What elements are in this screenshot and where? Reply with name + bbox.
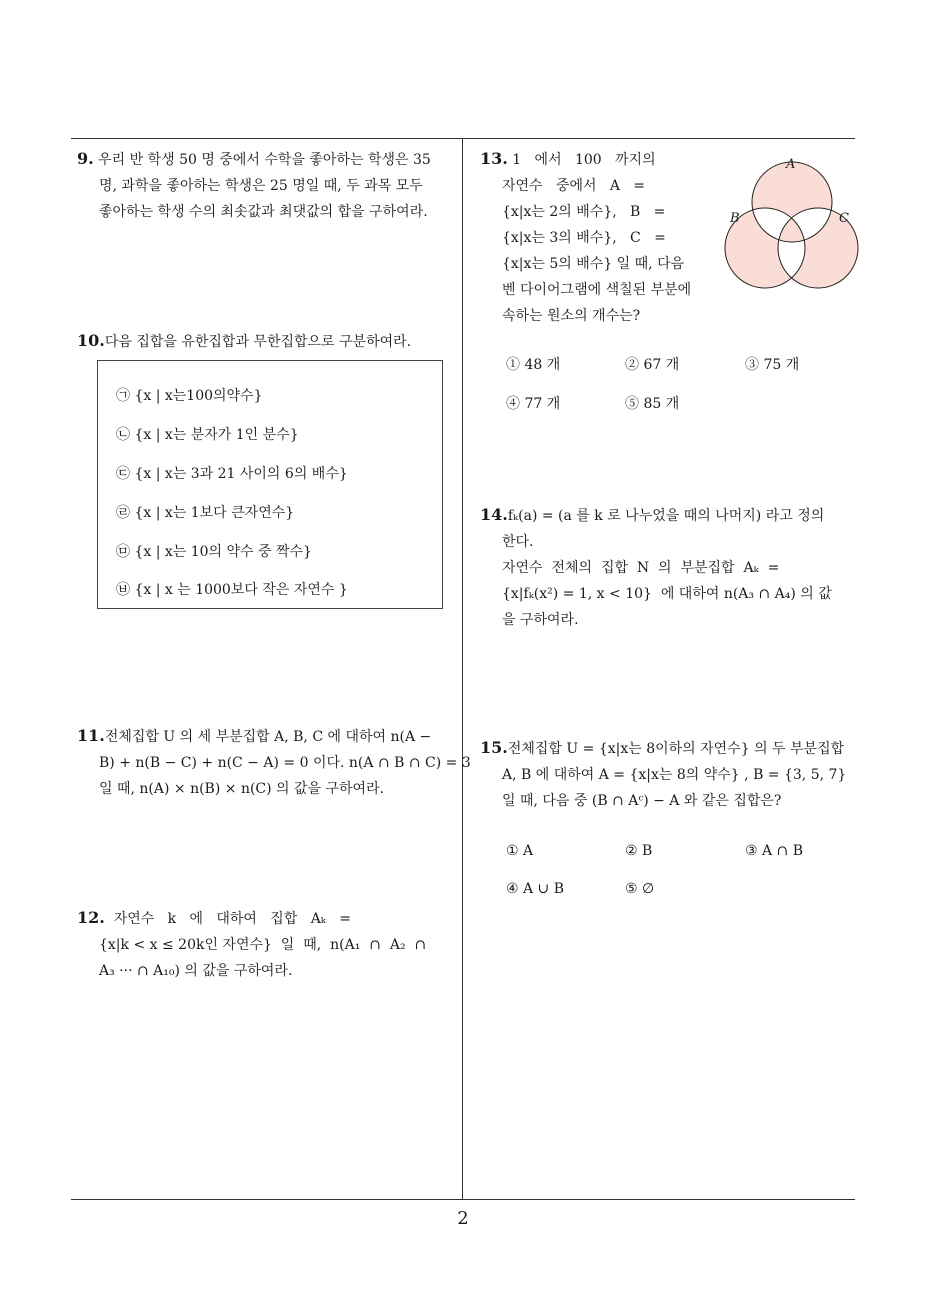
choice-3[interactable]: ③ A ∩ B <box>745 843 804 859</box>
venn-label-a: A <box>786 157 796 172</box>
question-text-line: 자연수 중에서 A = <box>502 178 646 194</box>
venn-label-c: C <box>839 211 849 226</box>
set-item: ㉣ {x | x는 1보다 큰자연수} <box>116 505 295 521</box>
set-item: ㉤ {x | x는 10의 약수 중 짝수} <box>116 544 312 560</box>
question-text-line: {x|x는 3의 배수}, C = <box>502 230 666 246</box>
question-text-line: A, B 에 대하여 A = {x|x는 8의 약수} , B = {3, 5, 7} <box>502 767 847 783</box>
question-text-line: 좋아하는 학생 수의 최솟값과 최댓값의 합을 구하여라. <box>99 204 428 220</box>
question-text-line: {x|x는 5의 배수} 일 때, 다음 <box>502 256 685 272</box>
choice-2[interactable]: ② B <box>625 843 653 859</box>
question-text-line: 우리 반 학생 50 명 중에서 수학을 좋아하는 학생은 35 <box>98 152 431 168</box>
choice-1[interactable]: ① A <box>506 843 534 859</box>
question-text-line: 벤 다이어그램에 색칠된 부분에 <box>502 282 692 298</box>
bottom-rule <box>71 1199 855 1200</box>
question-number: 11. <box>77 726 105 745</box>
page-number: 2 <box>457 1208 469 1229</box>
question-text: 다음 집합을 유한집합과 무한집합으로 구분하여라. <box>104 334 412 350</box>
choice-2[interactable]: ② 67 개 <box>625 357 680 373</box>
question-number: 13. <box>480 149 508 168</box>
top-rule <box>71 138 855 139</box>
question-text-line: 일 때, n(A) × n(B) × n(C) 의 값을 구하여라. <box>99 781 385 797</box>
question-text-line: 전체집합 U = {x|x는 8이하의 자연수} 의 두 부분집합 <box>507 741 845 757</box>
question-10 <box>77 328 457 355</box>
question-text-line: 전체집합 U 의 세 부분집합 A, B, C 에 대하여 n(A − <box>104 729 432 745</box>
question-9 <box>77 146 457 225</box>
question-text-line: {x|fₖ(x²) = 1, x < 10} 에 대하여 n(A₃ ∩ A₄) 의 값 <box>502 586 832 602</box>
choice-5[interactable]: ⑤ ∅ <box>625 881 655 897</box>
question-number: 15. <box>480 738 508 757</box>
question-13 <box>480 146 715 329</box>
venn-label-b: B <box>730 211 740 226</box>
question-text-line: 1 에서 100 까지의 <box>512 152 656 168</box>
question-text-line: 한다. <box>502 534 534 550</box>
set-item: ㉢ {x | x는 3과 21 사이의 6의 배수} <box>116 466 348 482</box>
choice-4[interactable]: ④ A ∪ B <box>506 881 565 897</box>
choice-4[interactable]: ④ 77 개 <box>506 396 561 412</box>
venn-diagram <box>720 150 865 295</box>
set-item: ㉠ {x | x는100의약수} <box>116 388 263 404</box>
question-number: 9. <box>77 149 94 168</box>
question-11 <box>77 723 471 802</box>
question-14 <box>480 502 860 633</box>
set-item: ㉥ {x | x 는 1000보다 작은 자연수 } <box>116 582 348 598</box>
question-number: 10. <box>77 331 105 350</box>
question-text-line: {x|k < x ≤ 20k인 자연수} 일 때, n(A₁ ∩ A₂ ∩ <box>99 937 427 953</box>
question-text-line: {x|x는 2의 배수}, B = <box>502 204 666 220</box>
question-text-line: 자연수 k 에 대하여 집합 Aₖ = <box>113 911 351 927</box>
question-text-line: A₃ ··· ∩ A₁₀) 의 값을 구하여라. <box>99 963 293 979</box>
question-text-line: 속하는 원소의 개수는? <box>502 308 641 324</box>
choice-5[interactable]: ⑤ 85 개 <box>625 396 680 412</box>
question-12 <box>77 905 457 984</box>
question-text-line: 을 구하여라. <box>502 612 579 628</box>
choice-1[interactable]: ① 48 개 <box>506 357 561 373</box>
set-list-box <box>97 360 443 609</box>
question-number: 12. <box>77 908 105 927</box>
question-number: 14. <box>480 505 508 524</box>
question-15 <box>480 735 860 814</box>
question-text-line: 일 때, 다음 중 (B ∩ Aᶜ) − A 와 같은 집합은? <box>502 793 782 809</box>
choice-3[interactable]: ③ 75 개 <box>745 357 800 373</box>
question-text-line: 자연수 전체의 집합 N 의 부분집합 Aₖ = <box>502 560 780 576</box>
column-divider <box>462 139 463 1199</box>
question-text-line: 명, 과학을 좋아하는 학생은 25 명일 때, 두 과목 모두 <box>99 178 423 194</box>
set-item: ㉡ {x | x는 분자가 1인 분수} <box>116 427 299 443</box>
question-text-line: fₖ(a) = (a 를 k 로 나누었을 때의 나머지) 라고 정의 <box>507 508 825 524</box>
question-text-line: B) + n(B − C) + n(C − A) = 0 이다. n(A ∩ B ∩ C) = 3 <box>99 755 471 771</box>
